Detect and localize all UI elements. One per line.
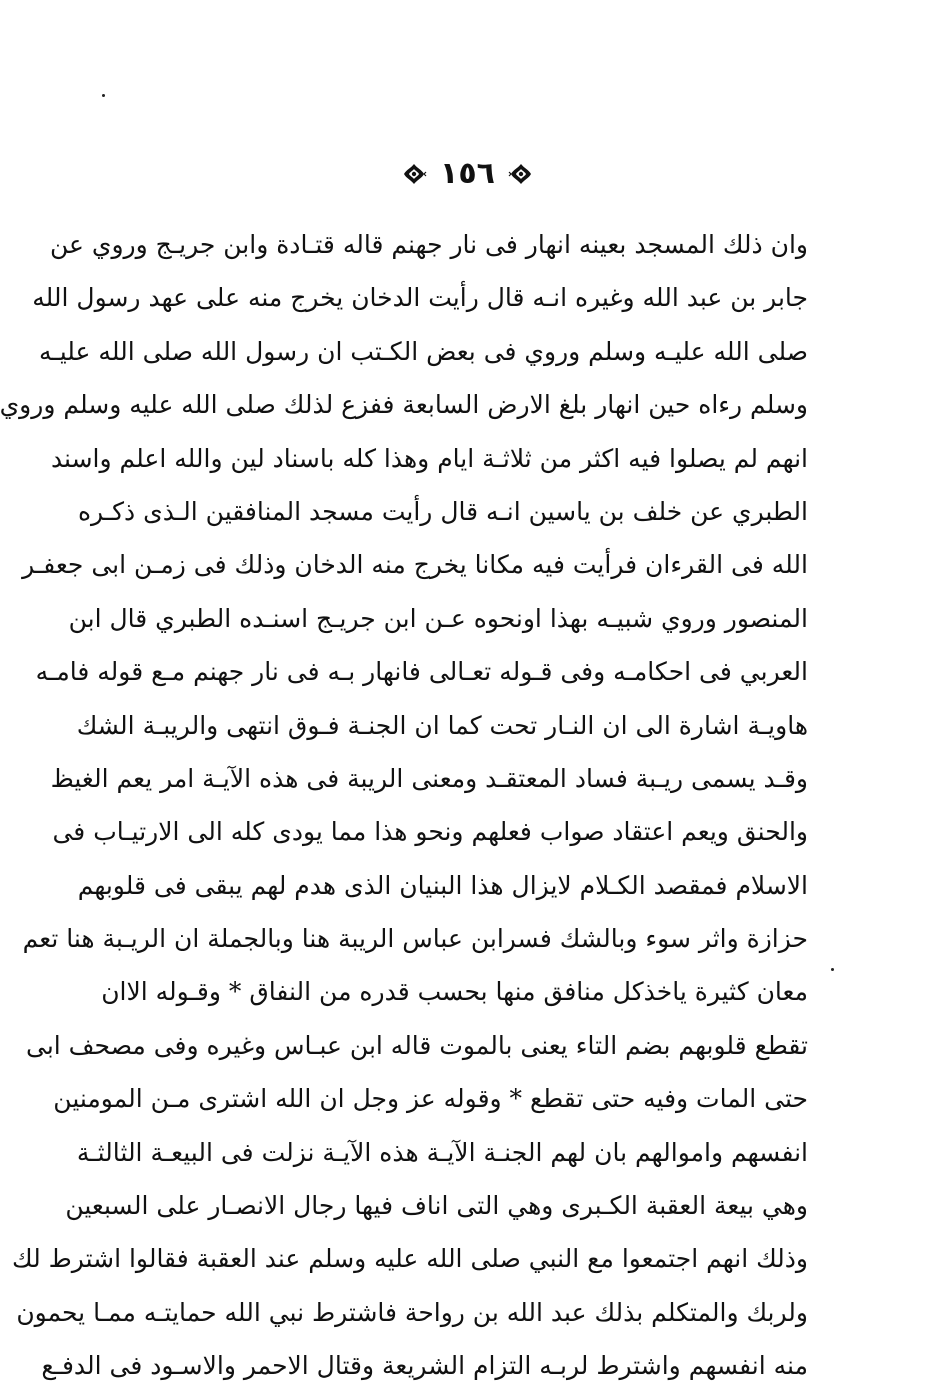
text-line: جابر بن عبد الله وغيره انـه قال رأيت الدخان يخرج منه على عهد رسول الله [32,283,808,313]
ornament-flourish-icon [509,162,533,186]
text-line: حتى المات وفيه حتى تقطع * وقوله عز وجل ان الله اشترى مـن المومنين [53,1084,808,1114]
text-line: هاويـة اشارة الى ان النـار تحت كما ان الجنـة فـوق انتهى والريبـة الشك [76,710,808,740]
text-line: وهي بيعة العقبة الكـبرى وهي التى اناف فيها رجال الانصـار على السبعين [65,1191,808,1221]
text-line: الطبري عن خلف بن ياسين انـه قال رأيت مسجد المنافقين الـذى ذكـره [77,496,808,526]
ornament-flourish-icon [402,162,426,186]
text-line: وان ذلك المسجد بعينه انهار فى نار جهنم قاله قتـادة وابن جريـج وروي عن [50,230,808,259]
page-number: ١٥٦ [440,156,495,191]
text-line: منه انفسهم واشترط لربـه التزام الشريعة وقتال الاحمر والاسـود فى الدفـع [41,1351,808,1381]
text-line: الله فى القرءان فرأيت فيه مكانا يخرج منه الدخان وذلك فى زمـن ابى جعفـر [22,550,808,580]
text-line: انهم لم يصلوا فيه اكثر من ثلاثـة ايام وهذا كله باسناد لين والله اعلم واسند [50,443,808,473]
text-line: صلى الله عليـه وسلم وروي فى بعض الكـتب ان رسول الله صلى الله عليـه [39,336,808,366]
text-line: ولربك والمتكلم بذلك عبد الله بن رواحة فاشترط نبي الله حمايتـه ممـا يحمون [16,1297,808,1327]
text-line: وسلم رءاه حين انهار بلغ الارض السابعة ففزع لذلك صلى الله عليه وسلم وروي [0,390,808,420]
text-line: انفسهم واموالهم بان لهم الجنـة الآيـة هذه الآيـة نزلت فى البيعـة الثالثـة [76,1137,808,1167]
text-line: الاسلام فمقصد الكـلام لايزال هذا البنيان الذى هدم لهم يبقى فى قلوبهم [77,870,808,900]
text-line: حزازة واثر سوء وبالشك فسرابن عباس الريبة هنا وبالجملة ان الريـبة هنا تعم [22,924,808,954]
body-text [0,218,808,1393]
ink-speck [831,968,834,971]
text-line: والحنق ويعم اعتقاد صواب فعلهم ونحو هذا مما يودى كله الى الارتيـاب فى [52,817,808,847]
text-line: معان كثيرة ياخذكل منافق منها بحسب قدره من النفاق * وقـوله الاان [101,977,808,1007]
text-line: تقطع قلوبهم بضم التاء يعنى بالموت قاله ابن عبـاس وغيره وفى مصحف ابى [25,1030,808,1060]
text-line: وذلك انهم اجتمعوا مع النبي صلى الله عليه وسلم عند العقبة فقالوا اشترط لك [12,1244,808,1274]
text-line: وقـد يسمى ريـبة فساد المعتقـد ومعنى الريبة فى هذه الآيـة امر يعم الغيظ [50,763,808,793]
text-line: العربي فى احكامـه وفى قـوله تعـالى فانهار بـه فى نار جهنم مـع قوله فامـه [35,657,808,687]
page-header [0,152,935,196]
ink-speck [102,94,105,97]
text-line: المنصور وروي شبيـه بهذا اونحوه عـن ابن جريـج اسنـده الطبري قال ابن [68,603,808,633]
